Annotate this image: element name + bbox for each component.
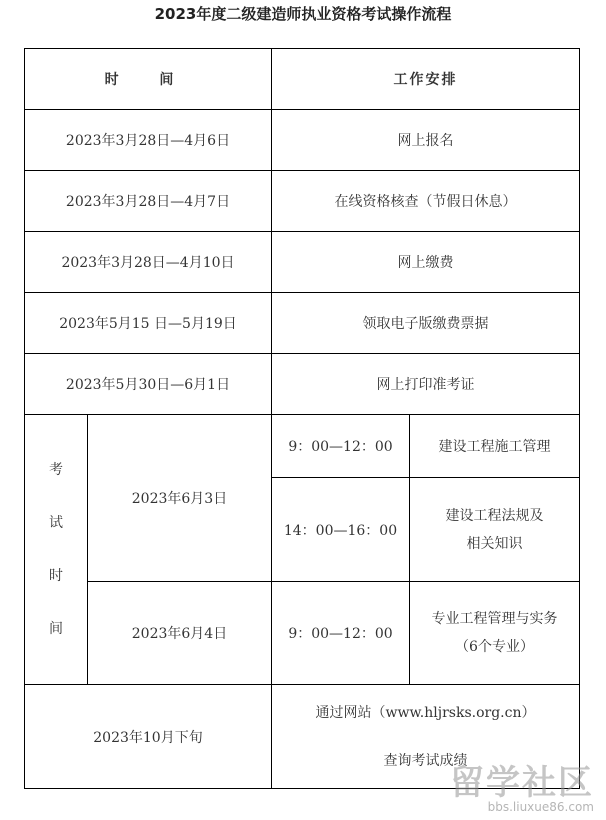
exam-row-day1-slot1 [25, 415, 580, 478]
exam-day2-date: 2023年6月4日 [88, 582, 272, 685]
row-date: 2023年3月28日—4月7日 [25, 171, 272, 232]
watermark-url: bbs.liuxue86.com [487, 800, 594, 814]
exam-label-char: 时 [49, 567, 63, 584]
result-task-line: 查询考试成绩 [383, 752, 468, 769]
row-task: 网上报名 [272, 110, 580, 171]
row-task: 领取电子版缴费票据 [272, 293, 580, 354]
exam-slot-time: 14：00—16：00 [272, 478, 410, 582]
exam-slot-subject [410, 582, 580, 685]
exam-schedule-table [24, 48, 580, 789]
document-title: 2023年度二级建造师执业资格考试操作流程 [154, 5, 452, 23]
row-date: 2023年5月15 日—5月19日 [25, 293, 272, 354]
exam-label-char: 间 [49, 620, 63, 637]
result-date: 2023年10月下旬 [25, 685, 272, 789]
row-date: 2023年5月30日—6月1日 [25, 354, 272, 415]
table-row [25, 171, 580, 232]
subject-line: （6个专业） [455, 639, 534, 655]
header-time: 时 间 [25, 49, 272, 110]
subject-line: 相关知识 [466, 535, 523, 552]
table-row [25, 232, 580, 293]
subject-line: 专业工程管理与实务 [431, 611, 558, 627]
exam-slot-subject: 建设工程施工管理 [410, 415, 580, 478]
exam-row-day2-slot1 [25, 582, 580, 685]
table-row [25, 293, 580, 354]
exam-slot-time: 9：00—12：00 [272, 415, 410, 478]
exam-time-label [25, 415, 88, 685]
result-task-line: 通过网站（www.hljrsks.org.cn） [315, 704, 536, 721]
table-row [25, 354, 580, 415]
result-task [272, 685, 580, 789]
header-work: 工作安排 [272, 49, 580, 110]
row-date: 2023年3月28日—4月10日 [25, 232, 272, 293]
row-task: 在线资格核查（节假日休息） [272, 171, 580, 232]
subject-line: 建设工程法规及 [445, 507, 544, 524]
exam-label-char: 考 [49, 461, 63, 478]
exam-label-char: 试 [49, 514, 63, 531]
table-row [25, 110, 580, 171]
exam-slot-subject [410, 478, 580, 582]
watermark-logo: 留学社区 [450, 763, 594, 803]
table-header-row [25, 49, 580, 110]
row-task: 网上缴费 [272, 232, 580, 293]
row-date: 2023年3月28日—4月6日 [25, 110, 272, 171]
exam-slot-time: 9：00—12：00 [272, 582, 410, 685]
row-task: 网上打印准考证 [272, 354, 580, 415]
result-row [25, 685, 580, 789]
exam-day1-date: 2023年6月3日 [88, 415, 272, 582]
